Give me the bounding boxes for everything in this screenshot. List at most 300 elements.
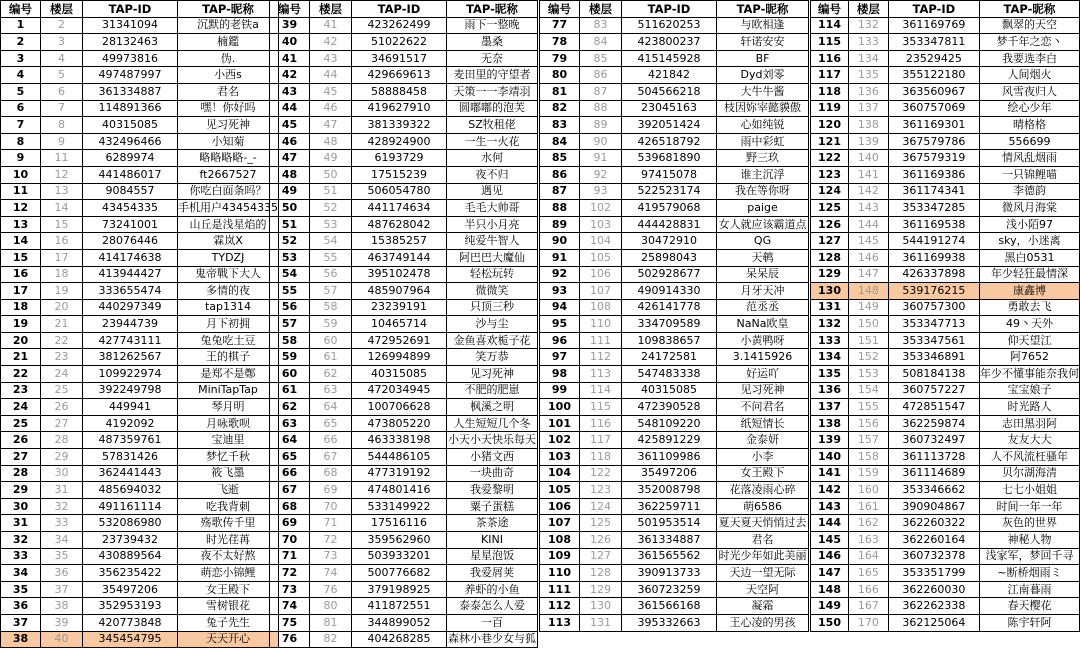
tap-nickname-cell: 浅家军，梦回千寻 (979, 548, 1079, 565)
floor-cell: 70 (310, 498, 352, 515)
tap-nickname-cell: 见习死神 (447, 366, 538, 383)
tap-nickname-cell: 小天小天快乐每天 (447, 432, 538, 449)
floor-cell: 157 (849, 432, 889, 449)
tap-id-cell: 419579068 (622, 200, 717, 217)
number-cell: 44 (270, 100, 310, 117)
table-row (1, 249, 279, 266)
floor-cell: 103 (580, 216, 622, 233)
tap-nickname-cell: 志田黑羽阿 (979, 415, 1079, 432)
number-cell: 129 (811, 266, 849, 283)
number-cell: 91 (540, 249, 580, 266)
table-row (1, 349, 279, 366)
tap-nickname-cell: 微微笑 (447, 283, 538, 300)
tap-id-cell: 548109220 (622, 415, 717, 432)
number-cell: 110 (540, 565, 580, 582)
tap-id-cell: 23944739 (83, 316, 178, 333)
number-cell: 60 (270, 366, 310, 383)
header-number: 编号 (540, 1, 580, 18)
floor-cell: 113 (580, 366, 622, 383)
number-cell: 23 (1, 382, 41, 399)
floor-cell: 32 (41, 498, 83, 515)
tap-id-cell: 17515239 (352, 166, 447, 183)
number-cell: 30 (1, 498, 41, 515)
number-cell: 41 (270, 50, 310, 67)
floor-cell: 144 (849, 216, 889, 233)
number-cell: 6 (1, 100, 41, 117)
number-cell: 118 (811, 83, 849, 100)
floor-cell: 40 (41, 631, 83, 648)
table-row (270, 382, 538, 399)
tap-id-cell: 392249798 (83, 382, 178, 399)
table-row (270, 150, 538, 167)
number-cell: 128 (811, 249, 849, 266)
table-row (811, 266, 1080, 283)
number-cell: 54 (270, 266, 310, 283)
table-row (540, 100, 809, 117)
floor-cell: 67 (310, 449, 352, 466)
number-cell: 137 (811, 399, 849, 416)
number-cell: 12 (1, 200, 41, 217)
floor-cell: 58 (310, 299, 352, 316)
tap-id-cell: 472851547 (888, 399, 979, 416)
tap-nickname-cell: 梦千年之恋丶 (979, 34, 1079, 51)
floor-cell: 149 (849, 299, 889, 316)
tap-id-cell: 28132463 (83, 34, 178, 51)
floor-cell: 145 (849, 233, 889, 250)
number-cell: 35 (1, 581, 41, 598)
tap-nickname-cell: 筱飞墨 (178, 465, 279, 482)
tap-id-cell: 472034945 (352, 382, 447, 399)
table-row (1, 216, 279, 233)
tap-nickname-cell: 山丘是浅星焰的 (178, 216, 279, 233)
tap-id-cell: 491161114 (83, 498, 178, 515)
tap-nickname-cell: 李德韵 (979, 183, 1079, 200)
floor-cell: 3 (41, 34, 83, 51)
table-row (540, 150, 809, 167)
table-row (1, 200, 279, 217)
tap-id-cell: 361114689 (888, 465, 979, 482)
tap-nickname-cell: 君名 (178, 83, 279, 100)
table-row (1, 498, 279, 515)
floor-cell: 148 (849, 283, 889, 300)
table-row (270, 349, 538, 366)
number-cell: 90 (540, 233, 580, 250)
floor-cell: 84 (580, 34, 622, 51)
floor-cell: 115 (580, 399, 622, 416)
tap-nickname-cell: 小西s (178, 67, 279, 84)
tap-nickname-cell: 月牙天冲 (717, 283, 809, 300)
tap-nickname-cell: 见习死神 (178, 117, 279, 134)
tap-id-cell: 413944427 (83, 266, 178, 283)
table-row (540, 166, 809, 183)
table-row (811, 614, 1080, 631)
tap-id-cell: 73241001 (83, 216, 178, 233)
floor-cell: 68 (310, 465, 352, 482)
table-row (270, 100, 538, 117)
table-row (270, 449, 538, 466)
number-cell: 149 (811, 598, 849, 615)
tap-nickname-cell: 七七小姐姐 (979, 482, 1079, 499)
tap-id-cell: 449941 (83, 399, 178, 416)
floor-cell: 138 (849, 117, 889, 134)
tap-nickname-cell: 天鹌 (717, 249, 809, 266)
table-row (1, 133, 279, 150)
tap-id-cell: 419627910 (352, 100, 447, 117)
floor-cell: 25 (41, 382, 83, 399)
tap-id-cell: 360732378 (888, 548, 979, 565)
table-row (811, 332, 1080, 349)
tap-id-cell: 487628042 (352, 216, 447, 233)
tap-id-cell: 362441443 (83, 465, 178, 482)
table-row (811, 100, 1080, 117)
tap-id-cell: 432496466 (83, 133, 178, 150)
header-tap-nickname: TAP-昵称 (979, 1, 1079, 18)
number-cell: 99 (540, 382, 580, 399)
number-cell: 15 (1, 249, 41, 266)
number-cell: 53 (270, 249, 310, 266)
tap-nickname-cell: 时光路人 (979, 399, 1079, 416)
number-cell: 80 (540, 67, 580, 84)
tap-nickname-cell: 49丶天外 (979, 316, 1079, 333)
tap-id-cell: 430889564 (83, 548, 178, 565)
tap-nickname-cell: MiniTapTap (178, 382, 279, 399)
tap-id-cell: 352953193 (83, 598, 178, 615)
header-floor: 楼层 (580, 1, 622, 18)
tap-nickname-cell: 时光荏苒 (178, 532, 279, 549)
table-row (540, 449, 809, 466)
table-row (811, 565, 1080, 582)
table-row (270, 415, 538, 432)
table-row (540, 465, 809, 482)
number-cell: 70 (270, 532, 310, 549)
number-cell: 26 (1, 432, 41, 449)
table-row (1, 532, 279, 549)
tap-id-cell: 362125064 (888, 614, 979, 631)
tap-id-cell: 502928677 (622, 266, 717, 283)
tap-nickname-cell: 月下初拥 (178, 316, 279, 333)
tap-id-cell: 361334887 (83, 83, 178, 100)
table-row (270, 216, 538, 233)
table-row (1, 166, 279, 183)
tap-nickname-cell: 枫溪之明 (447, 399, 538, 416)
floor-cell: 59 (310, 316, 352, 333)
table-row (811, 581, 1080, 598)
tap-id-cell: 504566218 (622, 83, 717, 100)
table-row (1, 150, 279, 167)
floor-cell: 87 (580, 83, 622, 100)
number-cell: 52 (270, 233, 310, 250)
floor-cell: 124 (580, 498, 622, 515)
floor-cell: 65 (310, 415, 352, 432)
number-cell: 13 (1, 216, 41, 233)
number-cell: 9 (1, 150, 41, 167)
number-cell: 40 (270, 34, 310, 51)
tap-id-cell: 25898043 (622, 249, 717, 266)
tap-nickname-cell: 范丞丞 (717, 299, 809, 316)
tap-nickname-cell: 与欧相逢 (717, 17, 809, 34)
tap-nickname-cell: 略略略略-_- (178, 150, 279, 167)
number-cell: 47 (270, 150, 310, 167)
floor-cell: 128 (580, 565, 622, 582)
tap-nickname-cell: 春天樱花 (979, 598, 1079, 615)
tap-nickname-cell: 大牛牛酱 (717, 83, 809, 100)
table-row (270, 614, 538, 631)
tap-nickname-cell: 江南暮雨 (979, 581, 1079, 598)
table-row (811, 299, 1080, 316)
tap-nickname-cell: 殇歌传千里 (178, 515, 279, 532)
floor-cell: 122 (580, 465, 622, 482)
tap-id-cell: 362262338 (888, 598, 979, 615)
tap-nickname-cell: 我爱黎明 (447, 482, 538, 499)
floor-cell: 62 (310, 366, 352, 383)
table-row (1, 515, 279, 532)
floor-cell: 31 (41, 482, 83, 499)
tap-nickname-cell: 你吃白面条吗？ (178, 183, 279, 200)
table-row (811, 17, 1080, 34)
tap-id-cell: 423262499 (352, 17, 447, 34)
table-row (270, 266, 538, 283)
floor-cell: 167 (849, 598, 889, 615)
number-cell: 114 (811, 17, 849, 34)
number-cell: 150 (811, 614, 849, 631)
floor-cell: 66 (310, 432, 352, 449)
number-cell: 19 (1, 316, 41, 333)
number-cell: 43 (270, 83, 310, 100)
table-row (540, 216, 809, 233)
floor-cell: 13 (41, 183, 83, 200)
table-row (540, 366, 809, 383)
number-cell: 18 (1, 299, 41, 316)
table-row (811, 34, 1080, 51)
number-cell: 115 (811, 34, 849, 51)
tap-nickname-cell: Dyd刘零 (717, 67, 809, 84)
floor-cell: 19 (41, 283, 83, 300)
floor-cell: 72 (310, 532, 352, 549)
floor-cell: 56 (310, 266, 352, 283)
floor-cell: 81 (310, 614, 352, 631)
table-row (540, 34, 809, 51)
table-row (1, 548, 279, 565)
floor-cell: 4 (41, 50, 83, 67)
floor-cell: 57 (310, 283, 352, 300)
tap-id-cell: 40315085 (83, 117, 178, 134)
tap-id-cell: 444428831 (622, 216, 717, 233)
floor-cell: 63 (310, 382, 352, 399)
floor-cell: 46 (310, 100, 352, 117)
number-cell: 65 (270, 449, 310, 466)
number-cell: 136 (811, 382, 849, 399)
tap-nickname-cell: 萌6586 (717, 498, 809, 515)
tap-nickname-cell: 心如纯锐 (717, 117, 809, 134)
floor-cell: 129 (580, 581, 622, 598)
header-floor: 楼层 (41, 1, 83, 18)
number-cell: 36 (1, 598, 41, 615)
table-row-highlighted (1, 631, 279, 648)
tap-id-cell: 547483338 (622, 366, 717, 383)
tap-nickname-cell: 圆嘟嘟的泡芙 (447, 100, 538, 117)
tap-nickname-cell: 天空阿 (717, 581, 809, 598)
tap-nickname-cell: 金泰妍 (717, 432, 809, 449)
tap-id-cell: 361169301 (888, 117, 979, 134)
tap-nickname-cell: 天天开心 (178, 631, 279, 648)
tap-nickname-cell: 小知菊 (178, 133, 279, 150)
floor-cell: 33 (41, 515, 83, 532)
tap-nickname-cell: 小李 (717, 449, 809, 466)
tap-nickname-cell: 梦忆千秋 (178, 449, 279, 466)
tap-nickname-cell: 月咏歌呗 (178, 415, 279, 432)
floor-cell: 47 (310, 117, 352, 134)
floor-cell: 36 (41, 565, 83, 582)
header-tap-id: TAP-ID (352, 1, 447, 18)
tap-id-cell: 353347285 (888, 200, 979, 217)
number-cell: 125 (811, 200, 849, 217)
number-cell: 109 (540, 548, 580, 565)
floor-cell: 108 (580, 299, 622, 316)
tap-id-cell: 361566168 (622, 598, 717, 615)
table-row (811, 449, 1080, 466)
table-row (1, 266, 279, 283)
tap-id-cell: 353347561 (888, 332, 979, 349)
tap-nickname-cell: 雨中彩虹 (717, 133, 809, 150)
tap-id-cell: 506054780 (352, 183, 447, 200)
tap-nickname-cell: 宝迪里 (178, 432, 279, 449)
number-cell: 100 (540, 399, 580, 416)
table-row (270, 249, 538, 266)
floor-cell: 136 (849, 83, 889, 100)
table-row (270, 299, 538, 316)
table-row (811, 83, 1080, 100)
tap-id-cell: 57831426 (83, 449, 178, 466)
header-number: 编号 (1, 1, 41, 18)
number-cell: 126 (811, 216, 849, 233)
table-row (270, 83, 538, 100)
table-row (811, 498, 1080, 515)
table-row (270, 631, 538, 648)
floor-cell: 132 (849, 17, 889, 34)
tap-id-cell: 472390528 (622, 399, 717, 416)
number-cell: 34 (1, 565, 41, 582)
floor-cell: 71 (310, 515, 352, 532)
tap-nickname-cell: 夏天夏天悄悄过去 (717, 515, 809, 532)
tap-nickname-cell: 灰色的世界 (979, 515, 1079, 532)
table-row (811, 67, 1080, 84)
number-cell: 103 (540, 449, 580, 466)
header-tap-id: TAP-ID (888, 1, 979, 18)
tap-id-cell: 6193729 (352, 150, 447, 167)
floor-cell: 127 (580, 548, 622, 565)
tap-id-cell: 355122180 (888, 67, 979, 84)
tap-nickname-cell: 阿巴巴大魔仙 (447, 249, 538, 266)
floor-cell: 89 (580, 117, 622, 134)
table-row (1, 598, 279, 615)
tap-id-cell: 51022622 (352, 34, 447, 51)
number-cell: 74 (270, 598, 310, 615)
table-row (540, 548, 809, 565)
table-row (1, 614, 279, 631)
tap-nickname-cell: tap1314 (178, 299, 279, 316)
number-cell: 68 (270, 498, 310, 515)
number-cell: 38 (1, 631, 41, 648)
number-cell: 86 (540, 166, 580, 183)
tap-nickname-cell: 鬼帝戰下大人 (178, 266, 279, 283)
table-row (811, 399, 1080, 416)
floor-cell: 164 (849, 548, 889, 565)
tap-id-cell: 359562960 (352, 532, 447, 549)
number-cell: 111 (540, 581, 580, 598)
table-row (270, 50, 538, 67)
tap-id-cell: 353346662 (888, 482, 979, 499)
tap-id-cell: 415145928 (622, 50, 717, 67)
table-row (811, 166, 1080, 183)
tap-nickname-cell: 星星泡饭 (447, 548, 538, 565)
tap-nickname-cell: 年少不懂事能奈我何 (979, 366, 1079, 383)
number-cell: 63 (270, 415, 310, 432)
tap-id-cell: 58888458 (352, 83, 447, 100)
number-cell: 2 (1, 34, 41, 51)
number-cell: 83 (540, 117, 580, 134)
floor-cell: 18 (41, 266, 83, 283)
tap-nickname-cell: KINI (447, 532, 538, 549)
tap-nickname-cell: 霖岚X (178, 233, 279, 250)
block-table-2 (269, 0, 538, 648)
floor-cell: 38 (41, 598, 83, 615)
table-row (1, 283, 279, 300)
number-cell: 123 (811, 166, 849, 183)
number-cell: 27 (1, 449, 41, 466)
number-cell: 17 (1, 283, 41, 300)
tap-nickname-cell: 我爱屑荚 (447, 565, 538, 582)
tap-id-cell: 487359761 (83, 432, 178, 449)
tap-id-cell: 23529425 (888, 50, 979, 67)
floor-cell: 9 (41, 133, 83, 150)
floor-cell: 21 (41, 316, 83, 333)
tap-id-cell: 23045163 (622, 100, 717, 117)
tap-id-cell: 34691517 (352, 50, 447, 67)
tap-id-cell: 381262567 (83, 349, 178, 366)
tap-nickname-cell: 贝尔湖海清 (979, 465, 1079, 482)
number-cell: 55 (270, 283, 310, 300)
header-number: 编号 (811, 1, 849, 18)
tap-id-cell: 362260030 (888, 581, 979, 598)
tap-nickname-cell: 女王殿下 (178, 581, 279, 598)
floor-cell: 126 (580, 532, 622, 549)
tap-id-cell: 40315085 (622, 382, 717, 399)
table-row (270, 581, 538, 598)
tap-id-cell: 361109986 (622, 449, 717, 466)
floor-cell: 60 (310, 332, 352, 349)
table-row (270, 332, 538, 349)
number-cell: 76 (270, 631, 310, 648)
number-cell: 120 (811, 117, 849, 134)
floor-cell: 104 (580, 233, 622, 250)
tap-nickname-cell: sky，小迷离 (979, 233, 1079, 250)
floor-cell: 166 (849, 581, 889, 598)
tap-id-cell: 420773848 (83, 614, 178, 631)
tap-nickname-cell: 3.1415926 (717, 349, 809, 366)
tap-id-cell: 114891366 (83, 100, 178, 117)
header-tap-nickname: TAP-昵称 (717, 1, 809, 18)
tap-nickname-cell: 森林小巷少女与狐 (447, 631, 538, 648)
floor-cell: 125 (580, 515, 622, 532)
tap-nickname-cell: 仰天望江 (979, 332, 1079, 349)
floor-cell: 69 (310, 482, 352, 499)
number-cell: 77 (540, 17, 580, 34)
tap-nickname-cell: SZ牧租佬 (447, 117, 538, 134)
table-row (270, 200, 538, 217)
tap-nickname-cell: 雨下一整晚 (447, 17, 538, 34)
tap-nickname-cell: 人生短短几个冬 (447, 415, 538, 432)
tap-nickname-cell: 人间烟火 (979, 67, 1079, 84)
